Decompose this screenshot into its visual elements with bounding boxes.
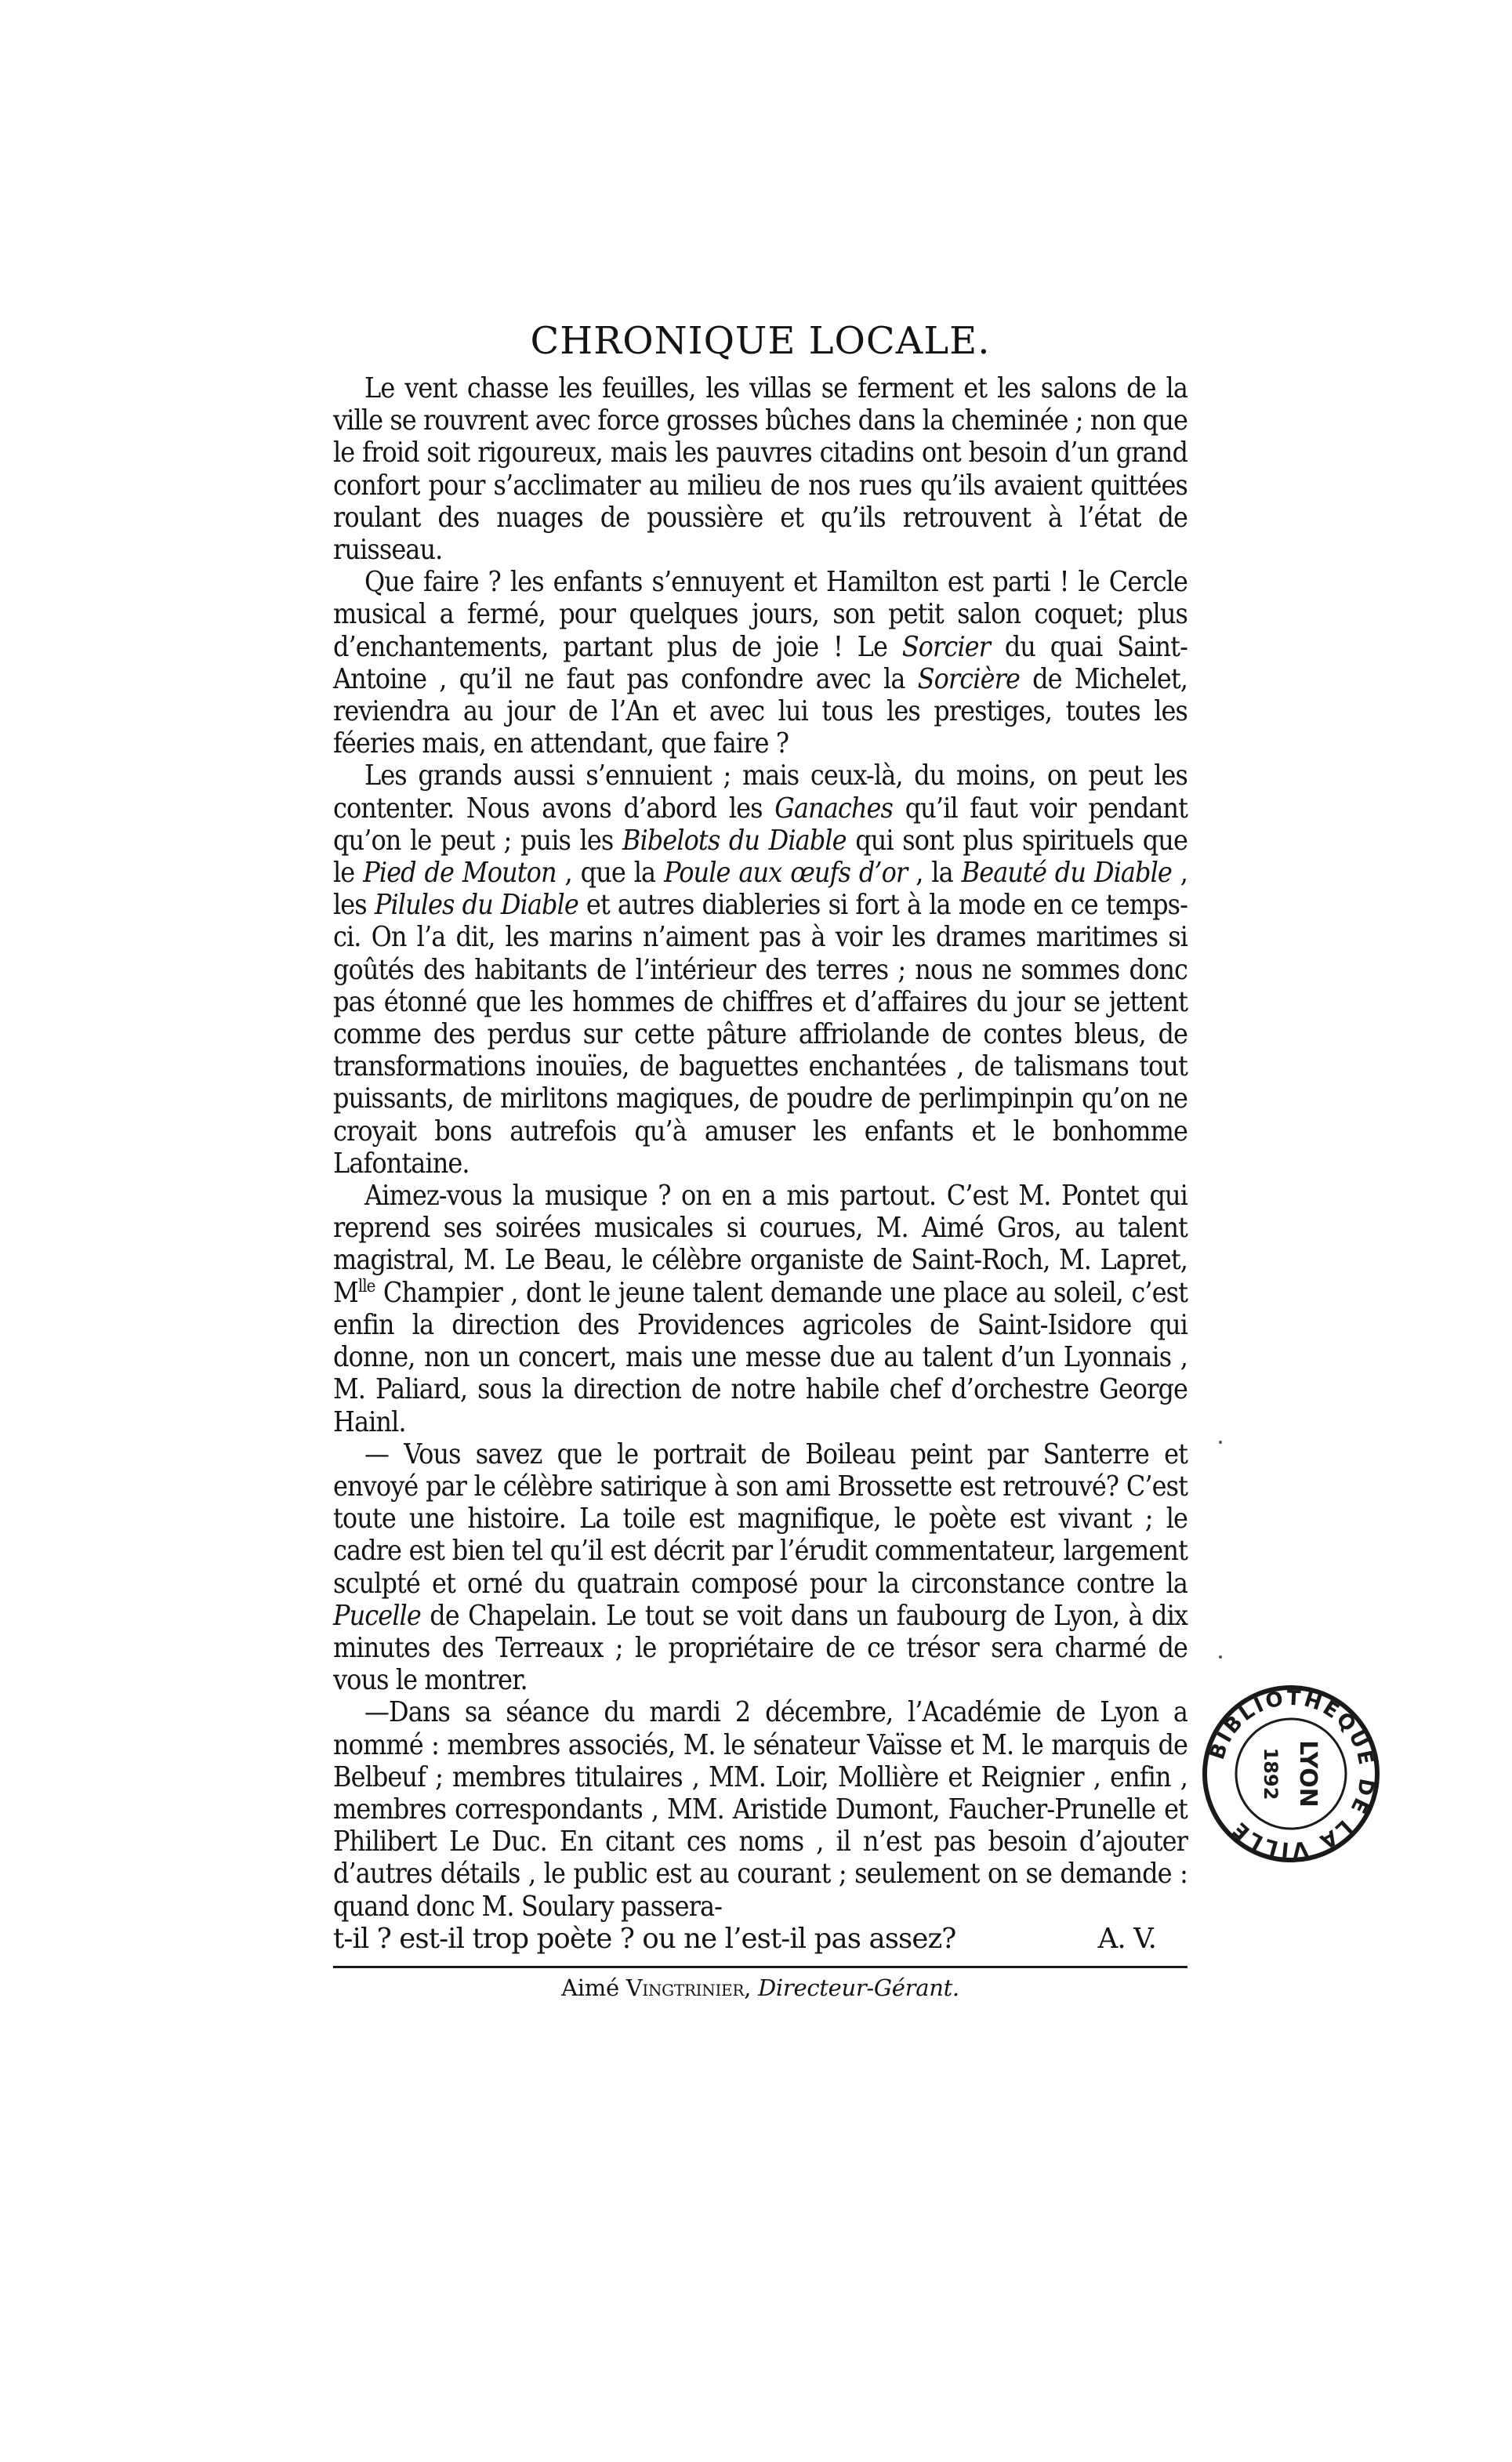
stamp-year: 1892	[1260, 1747, 1282, 1800]
imprint-line: Aimé Vingtrinier, Directeur-Gérant.	[561, 1974, 959, 2001]
paragraph-text: et autres diableries si fort à la mode en ce temps-ci. On l’a dit, les marins n’aiment pas à voir les drames maritimes si goûtés des habitants de l’intérieur des terres ; nous ne sommes donc pas étonné que les hommes de chiffres et d’affaires du jour se jettent comme des perdus sur cette pâture affriolande de contes bleus, de transformations inouïes, de baguettes enchantées , de talismans tout puissants, de mirlitons magiques, de poudre de perlimpinpin qu’on ne croyait bons autrefois qu’à amuser les enfants et le bonhomme Lafontaine.	[333, 889, 1188, 1180]
article-paragraph	[333, 1438, 1187, 1697]
footer-rule	[333, 1966, 1187, 1968]
article-paragraph	[333, 760, 1187, 1180]
paragraph-text: de Michelet, reviendra au jour de l’An et avec lui tous les prestiges, toutes les féeries mais, en attendant, que faire ?	[333, 662, 1187, 760]
paragraph-text: , les	[333, 857, 1188, 922]
italic-title: Ganaches	[774, 792, 893, 825]
paragraph-text: du quai Saint-Antoine , qu’il ne faut pas confondre avec la	[333, 630, 1187, 695]
paragraph-text: qui sont plus spirituels que le	[333, 824, 1187, 890]
article-paragraph	[333, 1180, 1187, 1438]
article-title: CHRONIQUE LOCALE.	[530, 319, 991, 363]
italic-title: Sorcier	[901, 630, 991, 663]
paragraph-text: — Vous savez que le portrait de Boileau peint par Santerre et envoyé par le célèbre satirique à son ami Brossette est retrouvé? C’est toute une histoire. La toile est magnifique, le poète est vivant ; le cadre est bien tel qu’il est décrit par l’érudit commentateur, largement sculpté et orné du quatrain composé pour la circonstance contre la	[333, 1438, 1187, 1600]
closing-line	[333, 1923, 1187, 1955]
margin-speck	[1219, 1441, 1222, 1444]
stamp-arc-text: BIBLIOTHÈQUE DE LA VILLE	[1205, 1686, 1379, 1862]
paragraph-text: —Dans sa séance du mardi 2 décembre, l’Académie de Lyon a nommé : membres associés, M. le sénateur Vaïsse et M. le marquis de Belbeuf ; membres titulaires , MM. Loir, Mollière et Reignier , enfin , membres correspondants , MM. Aristide Dumont, Faucher-Prunelle et Philibert Le Duc. En citant ces noms , il n’est pas besoin d’ajouter d’autres détails , le public est au courant ; seulement on se demande : quand donc M. Soulary passera-	[333, 1696, 1187, 1923]
margin-speck	[1219, 1655, 1222, 1659]
svg-text:BIBLIOTHÈQUE DE LA VILLE	[1206, 1687, 1378, 1862]
paragraph-text: Aimez-vous la musique ? on en a mis partout. C’est M. Pontet qui reprend ses soirées musicales si courues, M. Aimé Gros, au talent magistral, M. Le Beau, le célèbre organiste de Saint-Roch, M. Lapret, M	[333, 1180, 1187, 1309]
paragraph-text: Champier , dont le jeune talent demande une place au soleil, c’est enfin la direction des Providences agricoles de Saint-Isidore qui donne, non un concert, mais une messe due au talent d’un Lyonnais , M. Paliard, sous la direction de notre habile chef d’orchestre George Hainl.	[333, 1276, 1187, 1438]
italic-title: Bibelots du Diable	[622, 824, 847, 857]
imprint-surname: Vingtrinier	[625, 1974, 745, 2001]
paragraph-text: , la	[907, 857, 962, 890]
paragraph-text: qu’il faut voir pendant qu’on le peut ; puis les	[333, 792, 1187, 857]
italic-title: Pucelle	[333, 1599, 421, 1632]
italic-title: Pied de Mouton	[363, 857, 557, 890]
article-paragraph	[333, 372, 1187, 566]
article-paragraph	[333, 566, 1187, 760]
paragraph-text: Les grands aussi s’ennuient ; mais ceux-là, du moins, on peut les contenter. Nous avons d’abord les	[333, 760, 1187, 825]
paragraph-text: de Chapelain. Le tout se voit dans un faubourg de Lyon, à dix minutes des Terreaux ; le propriétaire de ce trésor sera charmé de vous le montrer.	[333, 1599, 1187, 1697]
library-stamp	[1200, 1683, 1382, 1865]
article-paragraph	[333, 1696, 1187, 1922]
italic-title: Poule aux œufs d’or	[664, 857, 908, 890]
author-signature: A. V.	[1097, 1922, 1156, 1955]
paragraph-text: Le vent chasse les feuilles, les villas se ferment et les salons de la ville se rouvrent avec force grosses bûches dans la cheminée ; non que le froid soit rigoureux, mais les pauvres citadins ont besoin d’un grand confort pour s’acclimater au milieu de nos rues qu’ils avaient quittées roulant des nuages de poussière et qu’ils retrouvent à l’état de ruisseau.	[333, 372, 1187, 567]
imprint-firstname: Aimé	[561, 1974, 619, 2001]
superscript: lle	[357, 1276, 375, 1296]
stamp-city: LYON	[1294, 1740, 1322, 1808]
italic-title: Sorcière	[917, 662, 1020, 695]
closing-sentence: t-il ? est-il trop poète ? ou ne l’est-il pas assez?	[333, 1922, 956, 1955]
italic-title: Beauté du Diable	[961, 857, 1172, 890]
paragraph-text: Que faire ? les enfants s’ennuyent et Hamilton est parti ! le Cercle musical a fermé, pour quelques jours, son petit salon coquet; plus d’enchantements, partant plus de joie ! Le	[333, 566, 1187, 663]
imprint-role: Directeur-Gérant.	[757, 1974, 959, 2001]
paragraph-text: , que la	[556, 857, 665, 890]
italic-title: Pilules du Diable	[374, 889, 578, 922]
article-body	[333, 372, 1187, 1923]
article	[333, 317, 1187, 2001]
